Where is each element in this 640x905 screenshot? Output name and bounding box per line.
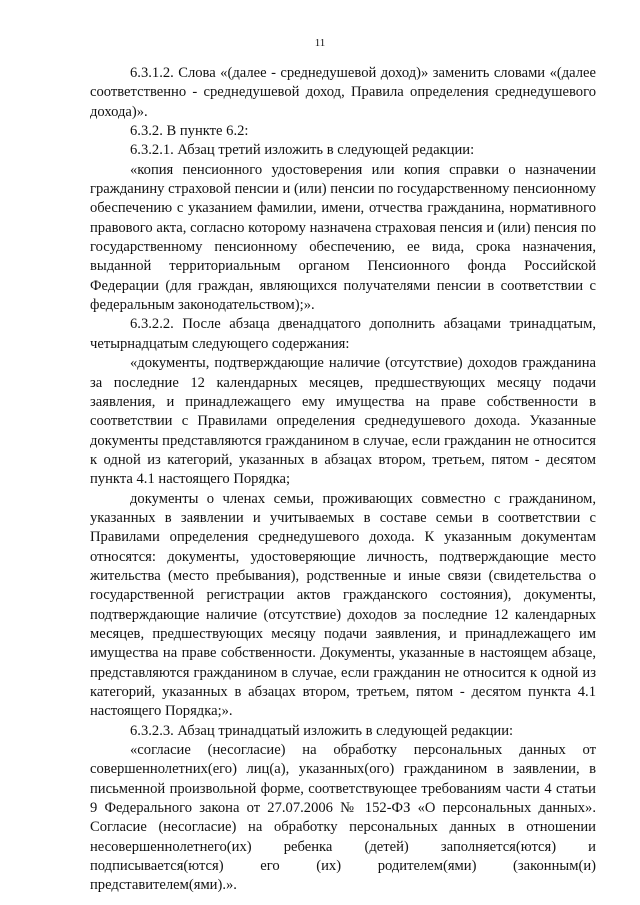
paragraph-quote-pension-copy: «копия пенсионного удостоверения или копия справки о назначении гражданину страховой пенсии и (или) пенсии по государственному пенсионному обеспечению с указанием фамилии, имени, отчества гражданина, нормативного правового акта, согласно которому назначена страховая пенсия и (или) пенсия по государственному пенсионному обеспечению, ее вида, срока назначения, выданной территориальным органом Пенсионного фонда Российской Федерации (для граждан, являющихся получателями пенсии в соответствии с федеральным законодательством);». xyxy=(90,161,596,314)
paragraph-6-3-2-1: 6.3.2.1. Абзац третий изложить в следующей редакции: xyxy=(130,142,475,159)
paragraph-6-3-2: 6.3.2. В пункте 6.2: xyxy=(130,123,249,140)
paragraph-6-3-1-2: 6.3.1.2. Слова «(далее - среднедушевой доход)» заменить словами «(далее соответственно - среднедушевой доход, Правила определения среднедушевого дохода)». xyxy=(90,65,596,120)
document-body xyxy=(90,64,596,896)
page-number: 11 xyxy=(314,37,326,49)
paragraph-6-3-2-3: 6.3.2.3. Абзац тринадцатый изложить в следующей редакции: xyxy=(130,722,514,739)
paragraph-6-3-2-2: 6.3.2.2. После абзаца двенадцатого дополнить абзацами тринадцатым, четырнадцатым следующего содержания: xyxy=(90,316,596,352)
paragraph-family-documents: документы о членах семьи, проживающих совместно с гражданином, указанных в заявлении и учитываемых в составе семьи в соответствии с Правилами определения среднедушевого дохода. К указанным документам относятся: документы, удостоверяющие личность, подтверждающие место жительства (место пребывания), родственные и иные связи (свидетельства о государственной регистрации актов гражданского состояния), документы, подтверждающие наличие (отсутствие) доходов за последние 12 календарных месяцев, предшествующих месяцу подачи заявления, и принадлежащего им имущества на праве собственности. Документы, указанные в настоящем абзаце, представляются гражданином в случае, если гражданин не относится к одной из категорий, указанных в абзацах втором, третьем, пятом - десятом пункта 4.1 настоящего Порядка;». xyxy=(90,490,596,720)
paragraph-quote-income-documents: «документы, подтверждающие наличие (отсутствие) доходов гражданина за последние 12 календарных месяцев, предшествующих месяцу подачи заявления, и принадлежащего ему имущества на праве собственности в соответствии с Правилами определения среднедушевого дохода. Указанные документы представляются гражданином в случае, если гражданин не относится к одной из категорий, указанных в абзацах втором, третьем, пятом - десятом пункта 4.1 настоящего Порядка; xyxy=(90,355,596,488)
paragraph-quote-consent: «согласие (несогласие) на обработку персональных данных от совершеннолетних(его) лиц(а), указанных(ого) гражданином в заявлении, в письменной произвольной форме, соответствующее требованиям части 4 статьи 9 Федерального закона от 27.07.2006 № 152-ФЗ «О персональных данных». Согласие (несогласие) на обработку персональных данных в отношении несовершеннолетнего(их) ребенка (детей) заполняется(ются) и подписывается(ются) его (их) родителем(ями) (законным(и) представителем(ями).». xyxy=(90,742,596,894)
